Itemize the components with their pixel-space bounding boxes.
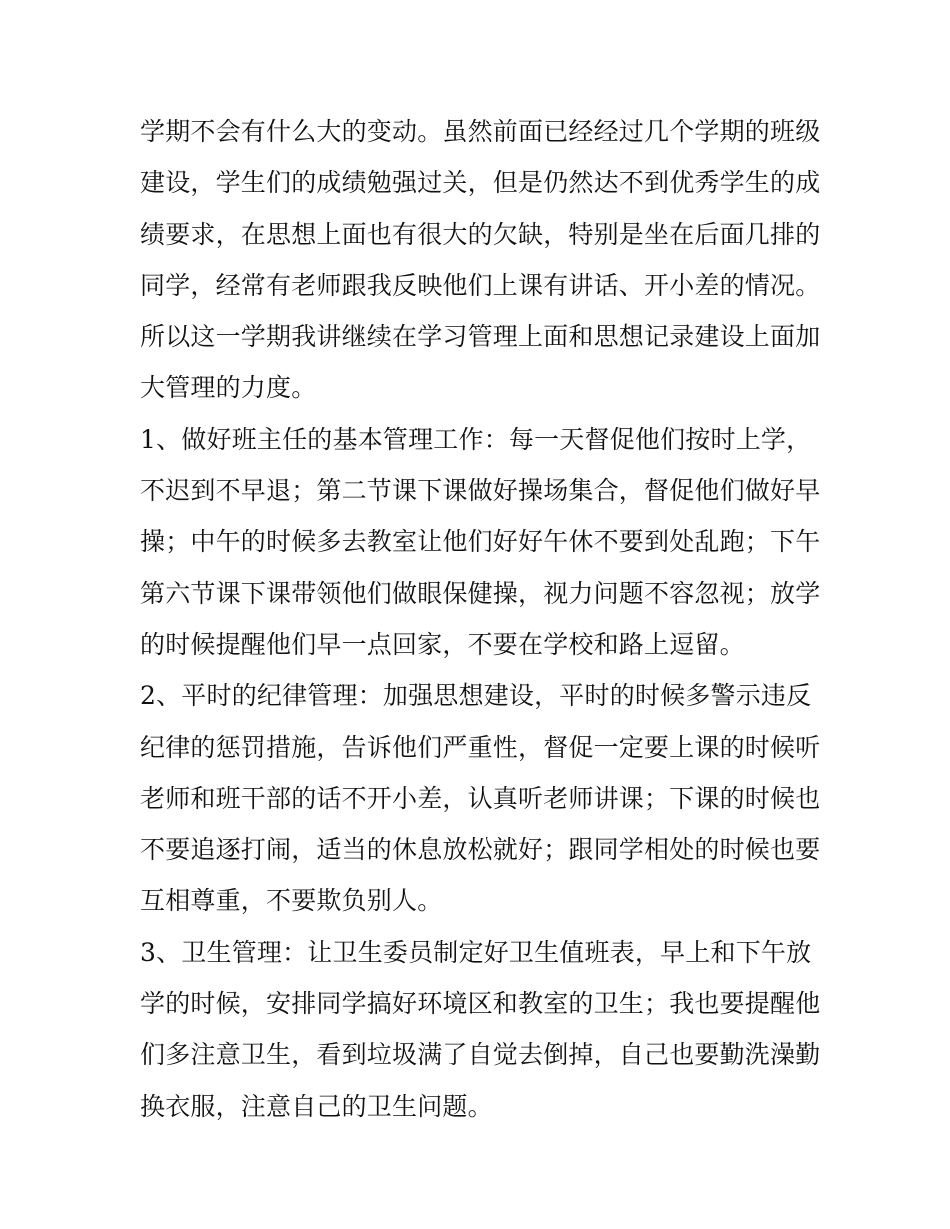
text-line: 们多注意卫生，看到垃圾满了自觉去倒掉，自己也要勤洗澡勤 [140, 1040, 821, 1070]
text-line: 3、卫生管理：让卫生委员制定好卫生值班表，早上和下午放 [140, 937, 812, 967]
text-line: 同学，经常有老师跟我反映他们上课有讲话、开小差的情况。 [140, 270, 821, 300]
text-line: 操；中午的时候多去教室让他们好好午休不要到处乱跑；下午 [140, 527, 821, 557]
text-line: 老师和班干部的话不开小差，认真听老师讲课；下课的时候也 [140, 783, 821, 813]
body-text [140, 106, 820, 1132]
text-line: 的时候提醒他们早一点回家，不要在学校和路上逗留。 [140, 629, 745, 659]
text-line: 建设，学生们的成绩勉强过关，但是仍然达不到优秀学生的成 [140, 168, 821, 198]
text-line: 学的时候，安排同学搞好环境区和教室的卫生；我也要提醒他 [140, 989, 821, 1019]
text-line: 学期不会有什么大的变动。虽然前面已经经过几个学期的班级 [140, 117, 821, 146]
text-line: 大管理的力度。 [140, 373, 317, 403]
text-line: 互相尊重，不要欺负别人。 [140, 886, 443, 916]
text-line: 换衣服，注意自己的卫生问题。 [140, 1091, 493, 1121]
text-line: 2、平时的纪律管理：加强思想建设，平时的时候多警示违反 [140, 681, 812, 711]
text-line: 绩要求，在思想上面也有很大的欠缺，特别是坐在后面几排的 [140, 219, 821, 249]
text-line: 第六节课下课带领他们做眼保健操，视力问题不容忽视；放学 [140, 578, 821, 608]
text-line: 纪律的惩罚措施，告诉他们严重性，督促一定要上课的时候听 [140, 732, 821, 762]
text-line: 不迟到不早退；第二节课下课做好操场集合，督促他们做好早 [140, 476, 821, 506]
text-line: 1、做好班主任的基本管理工作：每一天督促他们按时上学， [140, 424, 812, 454]
text-line: 所以这一学期我讲继续在学习管理上面和思想记录建设上面加 [140, 322, 821, 352]
text-line: 不要追逐打闹，适当的休息放松就好；跟同学相处的时候也要 [140, 835, 821, 865]
